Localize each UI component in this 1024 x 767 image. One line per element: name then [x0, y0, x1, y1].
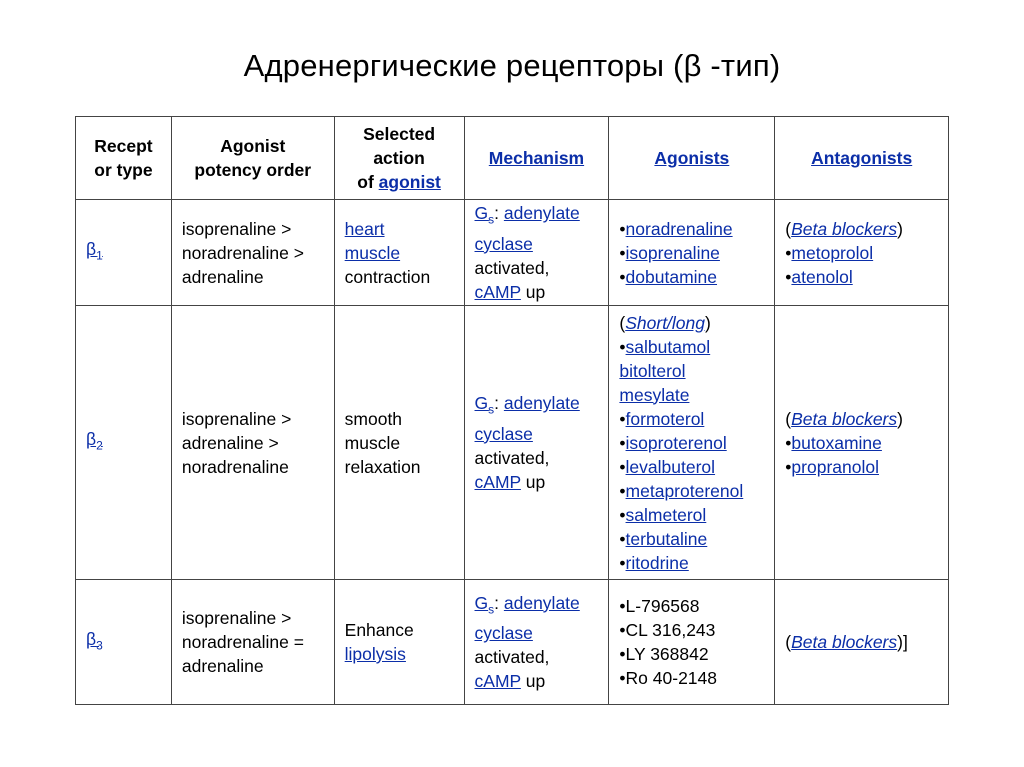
antagonists-cell: (Beta blockers) • butoxamine • propranolol	[775, 306, 949, 580]
camp-link[interactable]: cAMP	[474, 471, 521, 492]
potency-cell: isoprenaline > adrenaline > noradrenaline	[171, 306, 334, 580]
potency-cell: isoprenaline > noradrenaline = adrenaline	[171, 580, 334, 705]
action-cell: smooth muscle relaxation	[334, 306, 464, 580]
action-cell: Enhance lipolysis	[334, 580, 464, 705]
receptor-cell	[76, 580, 172, 705]
gs-link[interactable]: $G_s$	[474, 592, 495, 617]
antagonists-cell: (Beta blockers) • metoprolol • atenolol	[775, 200, 949, 306]
agonist-bitolterol-link[interactable]: bitolterol mesylate	[619, 360, 690, 405]
camp-link[interactable]: cAMP	[474, 671, 521, 692]
adenylate-cyclase-link[interactable]: adenylate cyclase	[474, 203, 580, 254]
mechanism-cell: $G_s$: adenylate cyclase activated, cAMP up	[464, 306, 609, 580]
agonist-levalbuterol-link[interactable]: levalbuterol	[625, 456, 716, 477]
agonist-isoproterenol-link[interactable]: isoproterenol	[625, 432, 727, 453]
heart-muscle-link[interactable]: heart muscle	[344, 218, 401, 263]
table-row	[76, 200, 949, 306]
gs-link[interactable]: $G_s$	[474, 393, 495, 417]
header-selected-action: Selected action of agonist	[334, 117, 464, 200]
agonist-formoterol-link[interactable]: formoterol	[625, 408, 705, 429]
agonist-salmeterol-link[interactable]: salmeterol	[625, 504, 707, 525]
receptor-table	[75, 116, 949, 705]
agonist-item: Ro 40-2148	[625, 668, 718, 688]
beta1-link[interactable]: $\beta_1$	[86, 239, 103, 263]
action-cell: heart muscle contraction	[334, 200, 464, 306]
agonists-link[interactable]: Agonists	[654, 148, 730, 168]
potency-cell: isoprenaline > noradrenaline > adrenaline	[171, 200, 334, 306]
agonist-link[interactable]: agonist	[378, 172, 441, 192]
table-row	[76, 306, 949, 580]
beta-blockers-link[interactable]: Beta blockers	[791, 218, 898, 239]
gs-link[interactable]: $G_s$	[474, 203, 495, 227]
beta-blockers-link[interactable]: Beta blockers	[791, 632, 898, 652]
antagonist-butoxamine-link[interactable]: butoxamine	[791, 432, 882, 453]
agonist-terbutaline-link[interactable]: terbutaline	[625, 528, 708, 549]
antagonists-link[interactable]: Antagonists	[811, 148, 913, 168]
mechanism-cell: $G_s$: adenylate cyclase activated, cAMP up	[464, 580, 609, 705]
agonists-cell	[609, 580, 775, 705]
header-agonists	[609, 117, 775, 200]
beta2-link[interactable]: $\beta_2$	[86, 429, 103, 453]
agonist-dobutamine-link[interactable]: dobutamine	[625, 266, 718, 287]
receptor-cell	[76, 200, 172, 306]
camp-link[interactable]: cAMP	[474, 281, 521, 302]
page-title: Адренергические рецепторы (β -тип)	[243, 48, 781, 83]
agonist-ritodrine-link[interactable]: ritodrine	[625, 552, 689, 573]
agonist-isoprenaline-link[interactable]: isoprenaline	[625, 242, 720, 263]
header-receptor-type: Recept or type	[76, 117, 172, 200]
header-potency-order: Agonist potency order	[171, 117, 334, 200]
lipolysis-link[interactable]: lipolysis	[344, 644, 406, 664]
header-mechanism	[464, 117, 609, 200]
receptor-cell	[76, 306, 172, 580]
antagonist-propranolol-link[interactable]: propranolol	[791, 456, 879, 477]
beta3-link[interactable]: $\beta_3$	[86, 628, 103, 653]
agonist-salbutamol-link[interactable]: salbutamol	[625, 336, 711, 357]
agonist-metaproterenol-link[interactable]: metaproterenol	[625, 480, 744, 501]
short-long-link[interactable]: Short/long	[625, 312, 706, 333]
agonists-cell	[609, 200, 775, 306]
agonists-cell: (Short/long) • salbutamol bitolterol mesylate • formoterol • isoproterenol • levalbuterol • metaproterenol • salmeterol • terbutaline • ritodrine	[609, 306, 775, 580]
mechanism-link[interactable]: Mechanism	[488, 148, 585, 168]
adenylate-cyclase-link[interactable]: adenylate cyclase	[474, 393, 580, 444]
header-row	[76, 117, 949, 200]
beta-blockers-link[interactable]: Beta blockers	[791, 408, 898, 429]
mechanism-cell: $G_s$: adenylate cyclase activated, cAMP up	[464, 200, 609, 306]
adenylate-cyclase-link[interactable]: adenylate cyclase	[474, 592, 580, 644]
table-row	[76, 580, 949, 705]
header-antagonists	[775, 117, 949, 200]
agonist-item: CL 316,243	[625, 620, 716, 640]
agonist-item: L-796568	[625, 596, 700, 616]
antagonist-metoprolol-link[interactable]: metoprolol	[791, 242, 874, 263]
agonist-item: LY 368842	[625, 644, 709, 664]
antagonist-atenolol-link[interactable]: atenolol	[791, 266, 853, 287]
agonist-noradrenaline-link[interactable]: noradrenaline	[625, 218, 733, 239]
antagonists-cell: (Beta blockers)]	[775, 580, 949, 705]
